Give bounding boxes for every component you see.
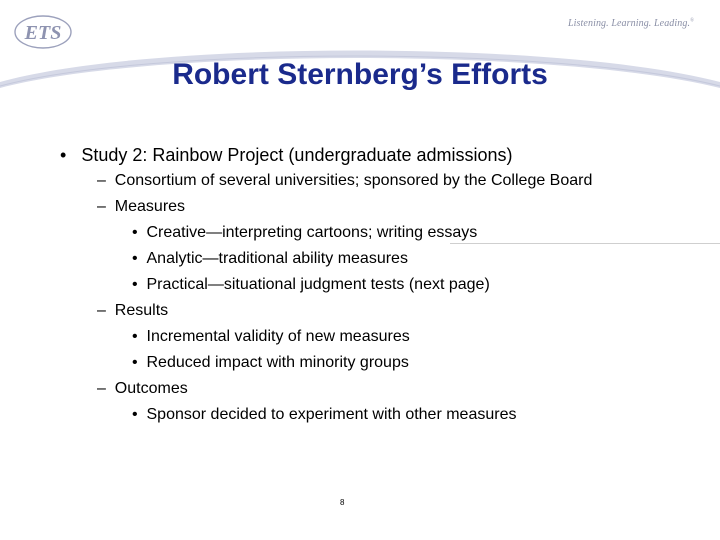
bullet-item	[60, 145, 513, 166]
bullet-text: Study 2: Rainbow Project (undergraduate admissions)	[81, 145, 513, 165]
bullet-item	[97, 172, 592, 190]
dash-marker: –	[97, 198, 106, 215]
page-number: 8	[340, 498, 345, 507]
bullet-text: Creative—interpreting cartoons; writing essays	[146, 224, 478, 241]
bullet-marker: •	[132, 406, 138, 423]
bullet-text: Consortium of several universities; sponsored by the College Board	[114, 172, 593, 189]
bullet-marker: •	[132, 250, 138, 267]
bullet-marker: •	[132, 328, 138, 345]
bullet-text: Sponsor decided to experiment with other measures	[146, 406, 517, 423]
tagline	[568, 18, 694, 29]
slide-title: Robert Sternberg’s Efforts	[172, 58, 548, 91]
dash-marker: –	[97, 302, 106, 319]
bullet-item	[97, 380, 188, 398]
dash-marker: –	[97, 380, 106, 397]
bullet-item	[97, 198, 185, 216]
dash-marker: –	[97, 172, 106, 189]
logo-text: ETS	[24, 22, 62, 44]
tagline-text: Listening. Learning. Leading.	[568, 18, 691, 29]
bullet-item	[132, 276, 490, 294]
bullet-text: Outcomes	[114, 380, 188, 397]
bullet-item	[132, 250, 408, 268]
bullet-text: Practical—situational judgment tests (next page)	[146, 276, 490, 293]
divider-line	[450, 243, 720, 244]
bullet-marker: •	[132, 224, 138, 241]
bullet-marker: •	[132, 354, 138, 371]
bullet-text: Measures	[114, 198, 186, 215]
header-swoosh	[0, 0, 720, 110]
ets-logo	[12, 12, 74, 52]
bullet-text: Reduced impact with minority groups	[146, 354, 409, 371]
registered-mark: ®	[690, 18, 694, 24]
bullet-item	[132, 354, 409, 372]
bullet-item	[132, 406, 516, 424]
bullet-text: Analytic—traditional ability measures	[146, 250, 408, 267]
bullet-marker: •	[132, 276, 138, 293]
bullet-item	[132, 328, 410, 346]
bullet-text: Incremental validity of new measures	[146, 328, 410, 345]
bullet-text: Results	[114, 302, 169, 319]
bullet-item	[97, 302, 168, 320]
bullet-item	[132, 224, 477, 242]
bullet-marker: •	[60, 145, 67, 165]
